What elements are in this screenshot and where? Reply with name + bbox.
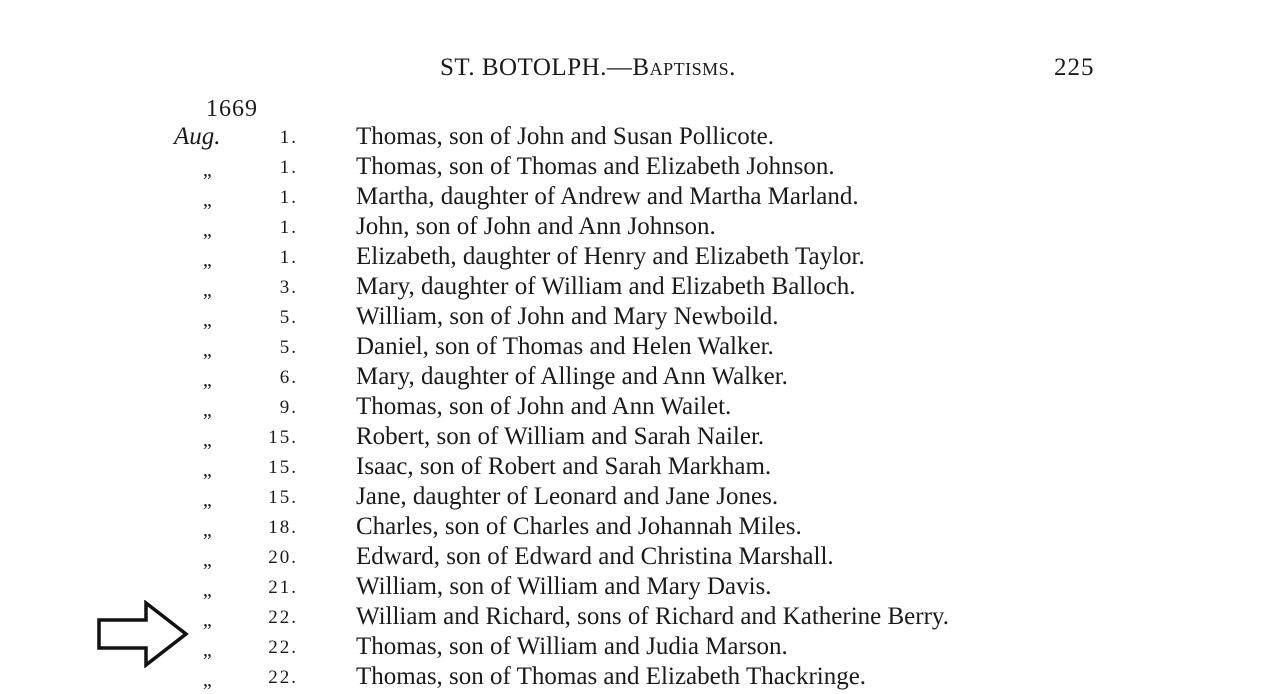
entry-day: 1. <box>279 127 298 148</box>
ditto-mark: ,, <box>203 579 211 601</box>
ditto-mark: ,, <box>203 639 211 661</box>
entry-day: 5. <box>279 307 298 328</box>
page-title <box>440 54 736 82</box>
arrow-shape <box>99 603 186 665</box>
entry-day: 1. <box>279 217 298 238</box>
entry-text: Charles, son of Charles and Johannah Miles. <box>356 513 802 540</box>
page-number: 225 <box>1054 54 1095 81</box>
entry-text: William and Richard, sons of Richard and Katherine Berry. <box>356 603 950 630</box>
entry-text: Thomas, son of Thomas and Elizabeth Johnson. <box>356 153 835 180</box>
register-entry <box>0 513 1282 543</box>
entry-month: Aug. <box>174 123 221 150</box>
ditto-mark: ,, <box>203 519 211 541</box>
ditto-mark: ,, <box>203 489 211 511</box>
entry-text: Thomas, son of John and Susan Pollicote. <box>356 123 775 150</box>
entry-day: 3. <box>279 277 298 298</box>
entry-text: Edward, son of Edward and Christina Marshall. <box>356 543 834 570</box>
entry-text: Thomas, son of Thomas and Elizabeth Thackringe. <box>356 663 867 690</box>
ditto-mark: ,, <box>203 309 211 331</box>
entry-day: 22. <box>268 637 298 658</box>
entry-text: Mary, daughter of William and Elizabeth Balloch. <box>356 273 856 300</box>
entry-text: John, son of John and Ann Johnson. <box>356 213 716 240</box>
entry-text: Mary, daughter of Allinge and Ann Walker. <box>356 363 788 390</box>
entry-text: Martha, daughter of Andrew and Martha Marland. <box>356 183 859 210</box>
ditto-mark: ,, <box>203 609 211 631</box>
ditto-mark: ,, <box>203 429 211 451</box>
register-entry <box>0 633 1282 663</box>
ditto-mark: ,, <box>203 279 211 301</box>
register-entry <box>0 303 1282 333</box>
title-section: Baptisms. <box>632 54 736 81</box>
entry-day: 1. <box>279 187 298 208</box>
entry-text: William, son of John and Mary Newboild. <box>356 303 779 330</box>
register-entry <box>0 213 1282 243</box>
entry-text: Thomas, son of William and Judia Marson. <box>356 633 788 660</box>
entry-text: Jane, daughter of Leonard and Jane Jones. <box>356 483 779 510</box>
register-entry <box>0 453 1282 483</box>
register-entry <box>0 243 1282 273</box>
ditto-mark: ,, <box>203 549 211 571</box>
register-entry <box>0 333 1282 363</box>
right-arrow-icon <box>96 600 190 668</box>
entry-day: 15. <box>268 427 298 448</box>
entry-text: Isaac, son of Robert and Sarah Markham. <box>356 453 772 480</box>
entry-day: 15. <box>268 487 298 508</box>
entry-day: 15. <box>268 457 298 478</box>
entry-day: 18. <box>268 517 298 538</box>
entry-text: Elizabeth, daughter of Henry and Elizabeth Taylor. <box>356 243 865 270</box>
entry-text: Daniel, son of Thomas and Helen Walker. <box>356 333 774 360</box>
ditto-mark: ,, <box>203 219 211 241</box>
entry-text: Thomas, son of John and Ann Wailet. <box>356 393 732 420</box>
ditto-mark: ,, <box>203 669 211 691</box>
ditto-mark: ,, <box>203 339 211 361</box>
year-heading: 1669 <box>206 96 258 122</box>
register-entry <box>0 573 1282 603</box>
entry-day: 1. <box>279 247 298 268</box>
ditto-mark: ,, <box>203 399 211 421</box>
ditto-mark: ,, <box>203 369 211 391</box>
entry-day: 22. <box>268 667 298 688</box>
ditto-mark: ,, <box>203 249 211 271</box>
ditto-mark: ,, <box>203 459 211 481</box>
entry-day: 21. <box>268 577 298 598</box>
register-entry <box>0 423 1282 453</box>
register-entry <box>0 273 1282 303</box>
register-entry <box>0 183 1282 213</box>
register-entry <box>0 483 1282 513</box>
baptism-register <box>0 123 1282 693</box>
register-entry <box>0 123 1282 153</box>
entry-text: Robert, son of William and Sarah Nailer. <box>356 423 765 450</box>
register-entry <box>0 363 1282 393</box>
entry-day: 22. <box>268 607 298 628</box>
register-entry <box>0 153 1282 183</box>
entry-day: 1. <box>279 157 298 178</box>
ditto-mark: ,, <box>203 159 211 181</box>
register-entry <box>0 603 1282 633</box>
entry-text: William, son of William and Mary Davis. <box>356 573 772 600</box>
entry-day: 6. <box>279 367 298 388</box>
register-entry <box>0 663 1282 693</box>
register-entry <box>0 393 1282 423</box>
register-entry <box>0 543 1282 573</box>
entry-day: 20. <box>268 547 298 568</box>
entry-day: 9. <box>279 397 298 418</box>
ditto-mark: ,, <box>203 189 211 211</box>
entry-day: 5. <box>279 337 298 358</box>
title-main: ST. BOTOLPH.— <box>440 54 633 81</box>
